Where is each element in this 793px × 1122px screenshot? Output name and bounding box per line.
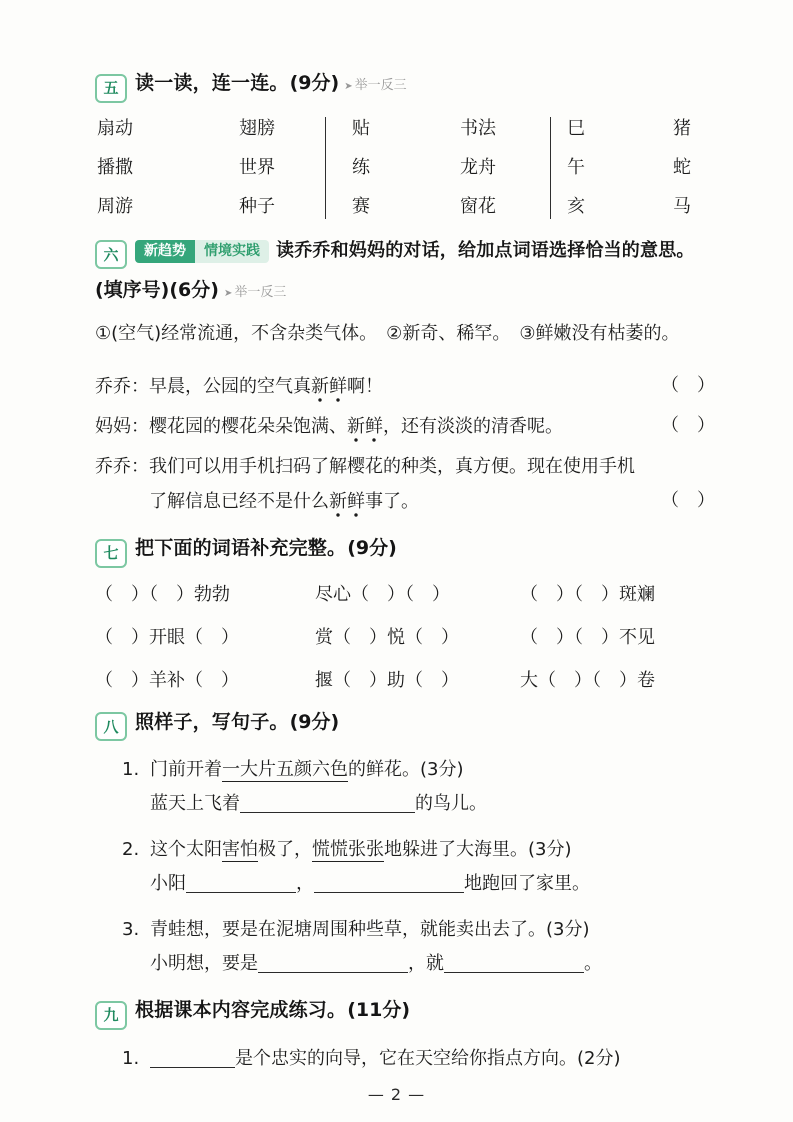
match-word: 龙舟 xyxy=(460,156,496,178)
sentence-text: 是个忠实的向导，它在天空给你指点方向。 xyxy=(235,1047,577,1069)
dotted-word: 新鲜 xyxy=(329,491,365,518)
blank-line xyxy=(150,1047,235,1068)
idiom-blank: （ ）（ ）勃勃 xyxy=(95,583,230,605)
section-6-tag xyxy=(224,285,286,300)
match-column xyxy=(567,117,673,219)
match-word: 练 xyxy=(352,156,370,178)
idiom-blank: 尽心（ ）（ ） xyxy=(315,583,450,605)
section-9-title: 根据课本内容完成练习。 xyxy=(135,999,347,1021)
sentence-text: 地跑回了家里。 xyxy=(464,873,590,894)
section-7-score: (9分) xyxy=(347,537,397,559)
sentence-text: 地躲进了大海里。 xyxy=(384,839,528,860)
fill-sentence xyxy=(150,1042,715,1076)
match-word: 巳 xyxy=(567,117,585,139)
dialog-text: 事了。 xyxy=(365,491,419,512)
section-5-header xyxy=(95,68,715,103)
match-word: 贴 xyxy=(352,117,370,139)
section-7-title: 把下面的词语补充完整。 xyxy=(135,537,347,559)
situational-practice-badge: 情境实践 xyxy=(195,240,269,263)
blank-line xyxy=(258,952,408,973)
section-6-subtitle: (填序号)(6分) xyxy=(95,279,219,301)
section-5-tag xyxy=(344,78,406,93)
match-word: 亥 xyxy=(567,195,585,217)
match-word: 猪 xyxy=(673,117,691,139)
idiom-blank: 赏（ ）悦（ ） xyxy=(315,626,459,648)
match-word: 马 xyxy=(673,195,691,217)
item-body xyxy=(150,913,715,981)
section-9-header xyxy=(95,995,715,1030)
sentence-text: 的鲜花。 xyxy=(348,759,420,780)
section-5-title: 读一读，连一连。 xyxy=(135,72,289,94)
fill-sentence xyxy=(150,787,715,821)
blank-line xyxy=(444,952,584,973)
sentence-text: 门前开着 xyxy=(150,759,222,780)
section-5-number-box: 五 xyxy=(95,74,127,103)
blank-line xyxy=(186,872,296,893)
item-body xyxy=(150,753,715,821)
matching-exercise xyxy=(97,117,715,219)
item-body xyxy=(150,1042,715,1076)
answer-paren: （ ） xyxy=(661,415,715,436)
idiom-fill-grid xyxy=(95,583,715,693)
match-group-1 xyxy=(97,117,325,219)
sentence-text: 青蛙想，要是在泥塘周围种些草，就能卖出去了。 xyxy=(150,919,546,940)
match-word: 扇动 xyxy=(97,117,133,139)
example-sentence xyxy=(150,913,715,947)
section-9 xyxy=(95,995,715,1076)
section-7 xyxy=(95,533,715,693)
underlined-phrase: 慌慌张张 xyxy=(312,839,384,860)
section-9-number-box: 九 xyxy=(95,1001,127,1030)
idiom-blank: （ ）开眼（ ） xyxy=(95,626,239,648)
dotted-word: 新鲜 xyxy=(347,416,383,443)
sentence-text: 小阳 xyxy=(150,873,186,894)
tag-label: 举一反三 xyxy=(354,78,407,93)
match-word: 周游 xyxy=(97,195,133,217)
item-score: (3分) xyxy=(528,839,572,860)
item-number: 3. xyxy=(122,919,140,940)
section-9-score: (11分) xyxy=(347,999,411,1021)
item-number: 1. xyxy=(122,1047,140,1069)
item-number: 2. xyxy=(122,839,140,860)
match-column xyxy=(97,117,239,219)
sentence-text: 的鸟儿。 xyxy=(415,793,487,814)
section-6-subheader xyxy=(95,275,715,309)
sentence-text: ， xyxy=(296,873,314,894)
dialog-block xyxy=(95,369,715,519)
dialog-line-1 xyxy=(95,369,715,404)
sentence-text: 这个太阳 xyxy=(150,839,222,860)
section-8-number-box: 八 xyxy=(95,712,127,741)
underlined-phrase: 一大片五颜六色 xyxy=(222,759,348,780)
match-word: 书法 xyxy=(460,117,496,139)
idiom-blank: （ ）（ ）斑斓 xyxy=(520,583,655,605)
match-word: 播撒 xyxy=(97,156,133,178)
arrow-icon: ➤ xyxy=(344,81,353,92)
match-word: 窗花 xyxy=(460,195,496,217)
idiom-blank: （ ）羊补（ ） xyxy=(95,669,239,691)
match-group-3 xyxy=(550,117,733,219)
section-6-title: 读乔乔和妈妈的对话，给加点词语选择恰当的意思。 xyxy=(276,239,695,261)
idiom-blank: （ ）（ ）不见 xyxy=(520,626,655,648)
sentence-item-3 xyxy=(122,913,715,981)
sentence-text: 小明想，要是 xyxy=(150,953,258,974)
item-score: (3分) xyxy=(546,919,590,940)
sentence-text: 。 xyxy=(584,953,602,974)
page-number: — 2 — xyxy=(367,1085,426,1104)
item-score: (3分) xyxy=(420,759,464,780)
new-trend-badge: 新趋势 xyxy=(135,240,195,263)
match-word: 赛 xyxy=(352,195,370,217)
sentence-item-1 xyxy=(122,753,715,821)
section-7-header xyxy=(95,533,715,568)
dialog-text: 妈妈：樱花园的樱花朵朵饱满、 xyxy=(95,416,347,437)
section-6-number-box: 六 xyxy=(95,240,127,269)
section-8-title: 照样子，写句子。 xyxy=(135,710,289,733)
dialog-text: 乔乔：我们可以用手机扫码了解樱花的种类，真方便。现在使用手机了解信息已经不是什么 xyxy=(95,456,635,512)
tag-label: 举一反三 xyxy=(234,285,287,300)
sentence-item-2 xyxy=(122,833,715,901)
item-body xyxy=(150,833,715,901)
section-6-header xyxy=(95,235,715,270)
underlined-phrase: 害怕 xyxy=(222,839,258,860)
match-column xyxy=(460,117,550,219)
dialog-text: 乔乔：早晨，公园的空气真 xyxy=(95,376,311,397)
sentence-text: 蓝天上飞着 xyxy=(150,793,240,814)
fill-sentence xyxy=(150,947,715,981)
idiom-blank: 大（ ）（ ）卷 xyxy=(520,669,655,691)
idiom-blank: 揠（ ）助（ ） xyxy=(315,669,459,691)
section-7-number-box: 七 xyxy=(95,539,127,568)
match-column xyxy=(673,117,733,219)
example-sentence xyxy=(150,833,715,867)
match-word: 翅膀 xyxy=(239,117,275,139)
section-6 xyxy=(95,235,715,520)
fill-sentence xyxy=(150,867,715,901)
match-column xyxy=(352,117,460,219)
dialog-line-3 xyxy=(95,449,715,519)
blank-line xyxy=(240,792,415,813)
section-8-header xyxy=(95,707,715,742)
match-group-2 xyxy=(325,117,550,219)
match-word: 种子 xyxy=(239,195,275,217)
item-number: 1. xyxy=(122,759,140,780)
dotted-word: 新鲜 xyxy=(311,376,347,403)
match-word: 蛇 xyxy=(673,156,691,178)
section-8-score: (9分) xyxy=(289,710,340,733)
course-item-1 xyxy=(122,1042,715,1076)
section-5 xyxy=(95,68,715,219)
dialog-text: ，还有淡淡的清香呢。 xyxy=(383,416,563,437)
meaning-options: ①(空气)经常流通，不含杂类气体。 ②新奇、稀罕。 ③鲜嫩没有枯萎的。 xyxy=(95,323,680,344)
blank-line xyxy=(314,872,464,893)
answer-paren: （ ） xyxy=(661,375,715,396)
section-8 xyxy=(95,707,715,982)
dialog-line-2 xyxy=(95,409,715,444)
item-score: (2分) xyxy=(577,1047,621,1069)
section-5-score: (9分) xyxy=(289,72,340,94)
sentence-text: ，就 xyxy=(408,953,444,974)
arrow-icon: ➤ xyxy=(223,288,233,299)
sentence-text: 极了， xyxy=(258,839,312,860)
match-column xyxy=(239,117,325,219)
answer-paren: （ ） xyxy=(661,490,715,511)
dialog-text: 啊！ xyxy=(347,376,383,397)
example-sentence xyxy=(150,753,715,787)
match-word: 世界 xyxy=(239,156,275,178)
match-word: 午 xyxy=(567,156,585,178)
